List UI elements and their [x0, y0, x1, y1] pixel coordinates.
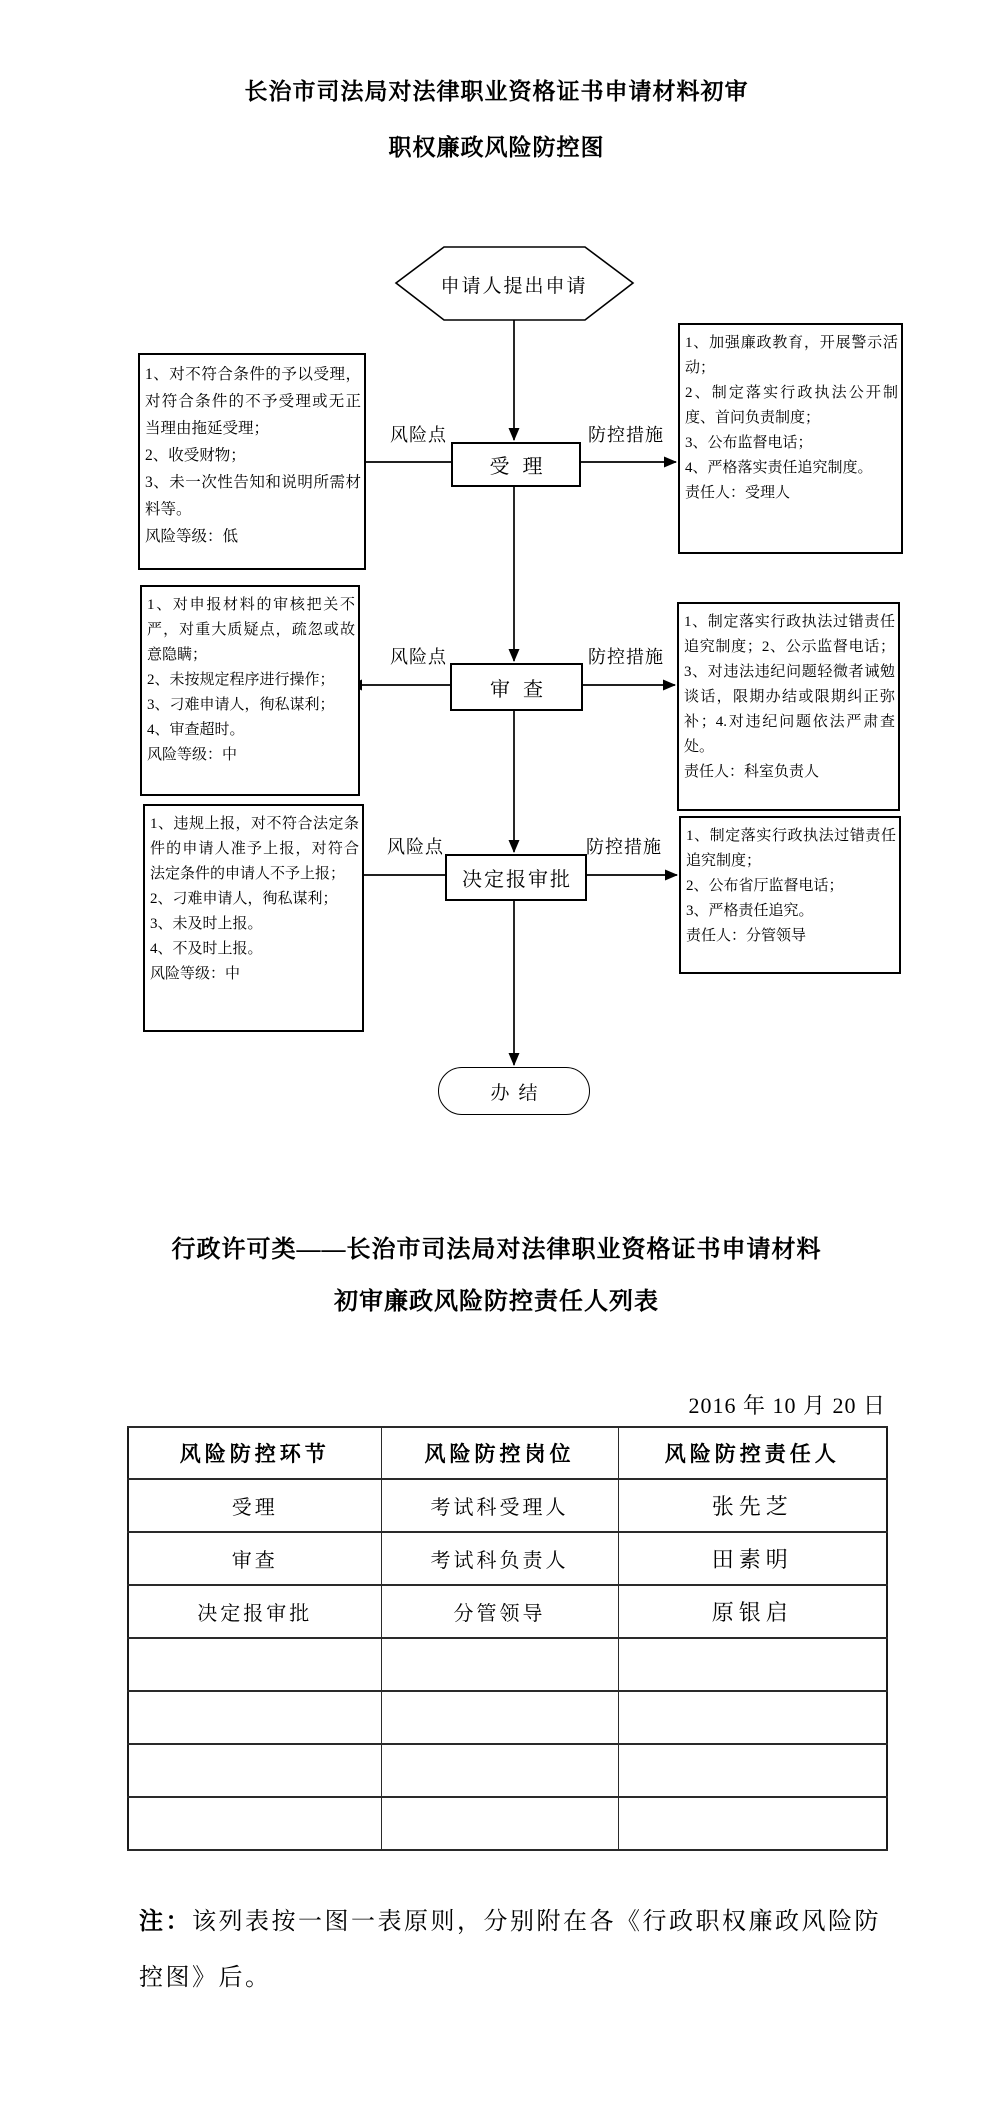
footnote-body: 该列表按一图一表原则，分别附在各《行政职权廉政风险防控图》后。	[139, 1909, 881, 1991]
table-cell	[618, 1638, 887, 1691]
risk-text-line: 2、收受财物；	[145, 447, 246, 464]
table-cell: 考试科受理人	[381, 1479, 618, 1532]
risk-text-line: 1、违规上报，对不符合法定条件的申请人准予上报，对符合法定条件的申请人不予上报；	[150, 816, 359, 882]
control-text-line: 1、制定落实行政执法过错责任追究制度；2、公示监督电话；3、对违法违纪问题轻微者诫勉谈话，限期办结或限期纠正弥补；4.对违纪问题依法严肃查处。	[684, 614, 895, 755]
footnote	[139, 1894, 895, 2006]
table-cell	[381, 1797, 618, 1850]
risk-text-line: 2、刁难申请人，徇私谋利；	[150, 891, 338, 907]
flowchart-end-node	[438, 1067, 590, 1115]
table-cell	[128, 1744, 381, 1797]
flowchart-start-node: 申请人提出申请	[440, 276, 588, 297]
control-text-line: 2、公布省厅监督电话；	[686, 878, 844, 894]
header-cell-person: 风险防控责任人	[618, 1427, 887, 1479]
risk-text-line: 风险等级：中	[150, 966, 241, 982]
risk-box-stage3	[143, 804, 364, 1032]
control-text-line: 责任人：分管领导	[686, 928, 807, 944]
risk-text-line: 4、不及时上报。	[150, 941, 263, 957]
table-row	[128, 1532, 887, 1585]
table-header-row	[128, 1427, 887, 1479]
control-measures-label-stage2: 防控措施	[588, 647, 664, 667]
risk-text-line: 风险等级：低	[145, 528, 239, 545]
table-cell	[128, 1797, 381, 1850]
table-cell	[381, 1744, 618, 1797]
risk-text-line: 2、未按规定程序进行操作；	[147, 672, 335, 688]
table-cell: 审查	[128, 1532, 381, 1585]
footnote-prefix: 注：	[139, 1909, 192, 1935]
table-row	[128, 1479, 887, 1532]
step-box-stage1	[451, 442, 581, 487]
table-cell	[618, 1797, 887, 1850]
table-cell	[128, 1691, 381, 1744]
table-cell: 受理	[128, 1479, 381, 1532]
risk-text-line: 1、对申报材料的审核把关不严，对重大质疑点，疏忽或故意隐瞒；	[147, 597, 355, 663]
header-cell-post: 风险防控岗位	[381, 1427, 618, 1479]
control-text-line: 2、制定落实行政执法公开制度、首问负责制度；	[685, 385, 898, 426]
table-cell: 考试科负责人	[381, 1532, 618, 1585]
risk-text-line: 风险等级：中	[147, 747, 238, 763]
table-cell: 决定报审批	[128, 1585, 381, 1638]
control-text-line: 责任人：受理人	[685, 485, 791, 501]
risk-box-stage2	[140, 585, 360, 796]
table-cell	[381, 1691, 618, 1744]
control-box-stage2	[677, 602, 900, 811]
control-measures-label-stage1: 防控措施	[588, 425, 664, 445]
risk-text-line: 3、刁难申请人，徇私谋利；	[147, 697, 335, 713]
risk-point-label-stage2: 风险点	[390, 647, 447, 667]
table-cell: 田素明	[618, 1532, 887, 1585]
end-label: 办结	[490, 1082, 547, 1104]
control-text-line: 1、加强廉政教育，开展警示活动；	[685, 335, 898, 376]
document-title-line1: 长治市司法局对法律职业资格证书申请材料初审	[244, 79, 749, 104]
header-cell-link: 风险防控环节	[128, 1427, 381, 1479]
control-measures-label-stage3: 防控措施	[586, 837, 662, 857]
risk-point-label-stage1: 风险点	[390, 425, 447, 445]
control-box-stage1	[678, 323, 903, 554]
list-title-line2: 初审廉政风险防控责任人列表	[334, 1289, 659, 1315]
step-label: 受理	[489, 456, 556, 478]
table-cell	[381, 1638, 618, 1691]
table-cell: 张先芝	[618, 1479, 887, 1532]
risk-text-line: 4、审查超时。	[147, 722, 245, 738]
control-box-stage3	[679, 816, 901, 974]
table-cell: 原银启	[618, 1585, 887, 1638]
step-label: 决定报审批	[462, 869, 572, 891]
table-cell	[618, 1691, 887, 1744]
table-row	[128, 1691, 887, 1744]
table-row	[128, 1585, 887, 1638]
table-row	[128, 1797, 887, 1850]
risk-point-label-stage3: 风险点	[387, 837, 444, 857]
list-date: 2016 年 10 月 20 日	[688, 1393, 886, 1418]
risk-text-line: 3、未一次性告知和说明所需材料等。	[145, 474, 361, 518]
control-text-line: 3、公布监督电话；	[685, 435, 813, 451]
control-text-line: 1、制定落实行政执法过错责任追究制度；	[686, 828, 896, 869]
table-row	[128, 1744, 887, 1797]
control-text-line: 4、严格落实责任追究制度。	[685, 460, 873, 476]
list-title-line1: 行政许可类——长治市司法局对法律职业资格证书申请材料	[171, 1237, 822, 1263]
table-cell	[128, 1638, 381, 1691]
step-label: 审查	[490, 678, 556, 701]
control-text-line: 责任人：科室负责人	[684, 764, 820, 780]
step-box-stage2	[450, 663, 583, 711]
table-row	[128, 1638, 887, 1691]
risk-box-stage1	[138, 353, 366, 570]
control-text-line: 3、严格责任追究。	[686, 903, 814, 919]
table-cell	[618, 1744, 887, 1797]
risk-text-line: 1、对不符合条件的予以受理，对符合条件的不予受理或无正当理由拖延受理；	[145, 366, 361, 437]
responsible-person-table	[127, 1426, 888, 1851]
table-cell: 分管领导	[381, 1585, 618, 1638]
risk-text-line: 3、未及时上报。	[150, 916, 263, 932]
step-box-stage3	[445, 854, 587, 901]
document-title-line2: 职权廉政风险防控图	[388, 135, 605, 160]
